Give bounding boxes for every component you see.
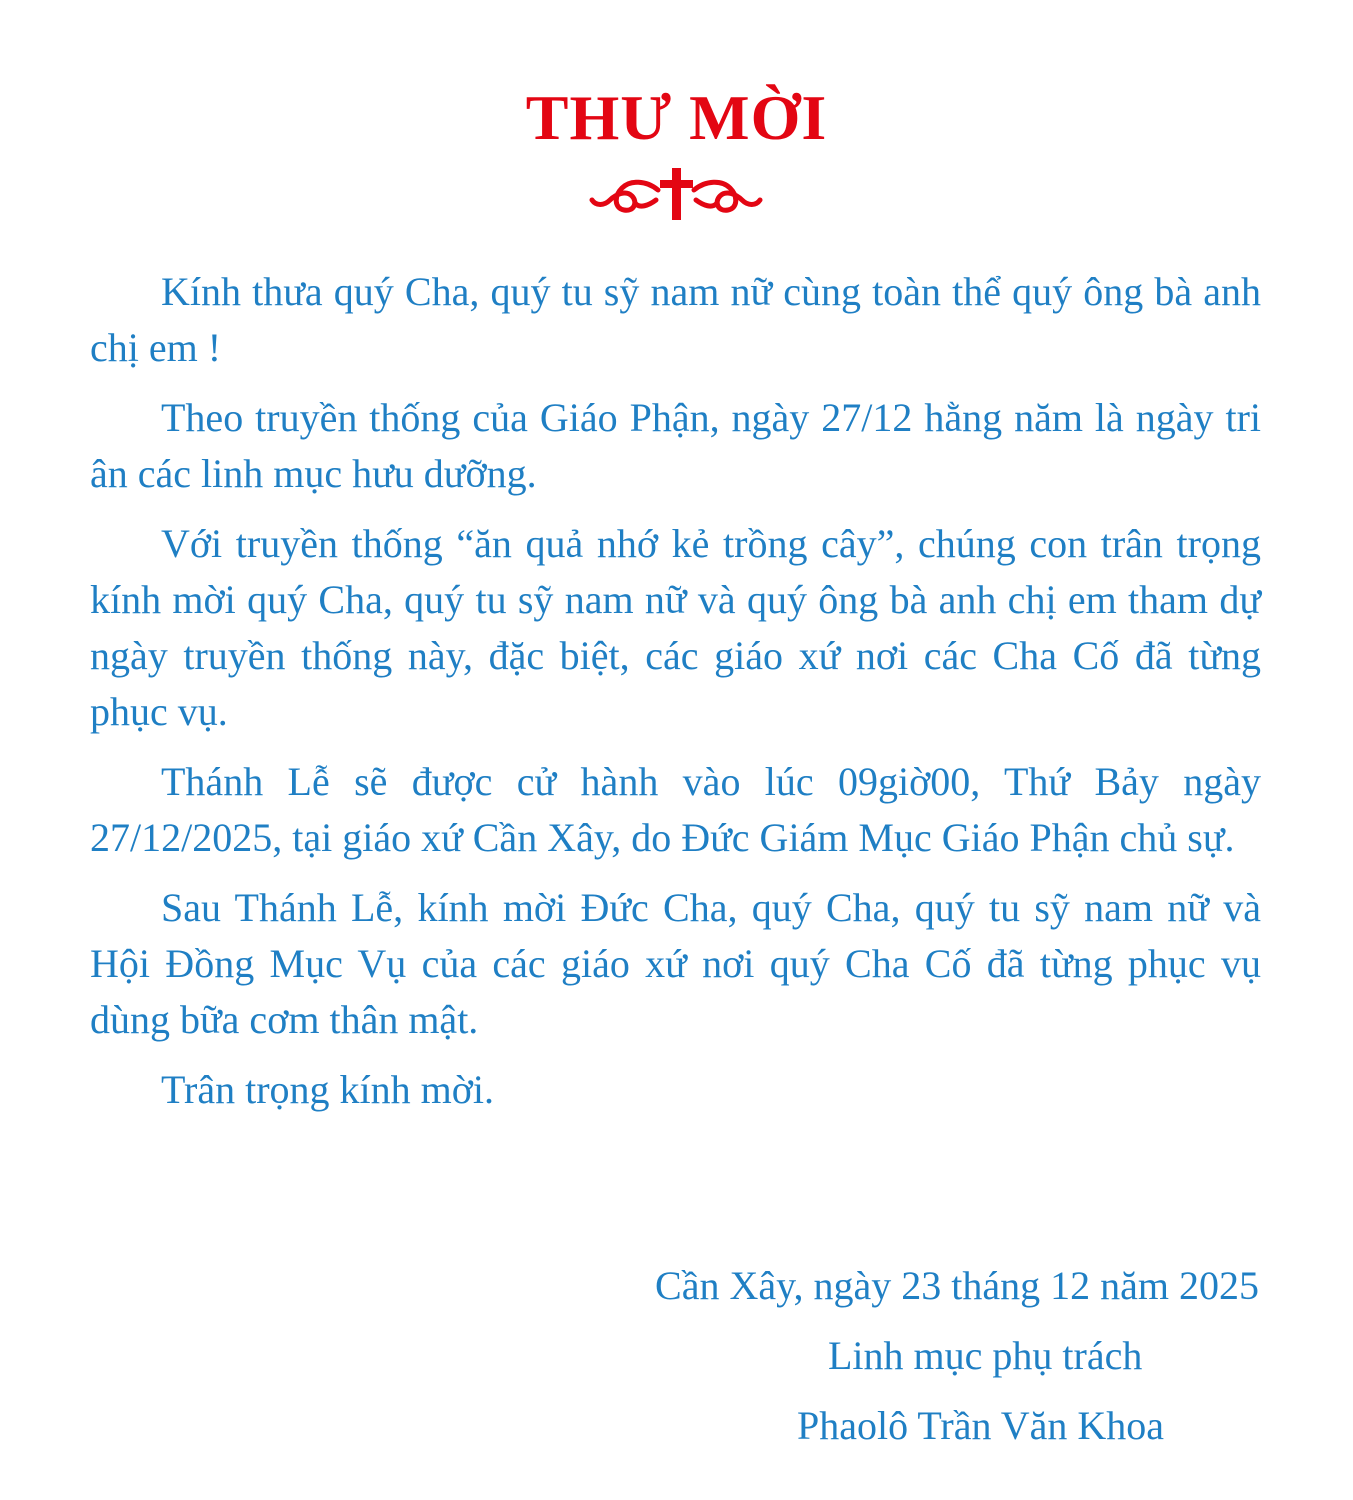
letter-body <box>90 264 1261 1118</box>
letter-title: THƯ MỜI <box>525 82 828 153</box>
cross-flourish-icon <box>586 166 766 222</box>
closing-paragraph: Trân trọng kính mời. <box>161 1067 495 1112</box>
greeting-paragraph: Kính thưa quý Cha, quý tu sỹ nam nữ cùng toàn thể quý ông bà anh chị em ! <box>90 269 1261 370</box>
signature-name: Phaolô Trần Văn Khoa <box>797 1403 1165 1448</box>
invitation-paragraph: Với truyền thống “ăn quả nhớ kẻ trồng cây”, chúng con trân trọng kính mời quý Cha, quý tu sỹ nam nữ và quý ông bà anh chị em tham dự ngày truyền thống này, đặc biệt, các giáo xứ nơi các Cha Cố đã từng phục vụ. <box>90 521 1261 734</box>
signature-place-date: Cần Xây, ngày 23 tháng 12 năm 2025 <box>655 1263 1259 1308</box>
meal-paragraph: Sau Thánh Lễ, kính mời Đức Cha, quý Cha, quý tu sỹ nam nữ và Hội Đồng Mục Vụ của các giáo xứ nơi quý Cha Cố đã từng phục vụ dùng bữa cơm thân mật. <box>90 885 1261 1042</box>
mass-details-paragraph: Thánh Lễ sẽ được cử hành vào lúc 09giờ00, Thứ Bảy ngày 27/12/2025, tại giáo xứ Cần Xây, do Đức Giám Mục Giáo Phận chủ sự. <box>90 759 1261 860</box>
signature-role: Linh mục phụ trách <box>828 1333 1143 1378</box>
tradition-paragraph: Theo truyền thống của Giáo Phận, ngày 27/12 hằng năm là ngày tri ân các linh mục hưu dưỡng. <box>90 395 1261 496</box>
